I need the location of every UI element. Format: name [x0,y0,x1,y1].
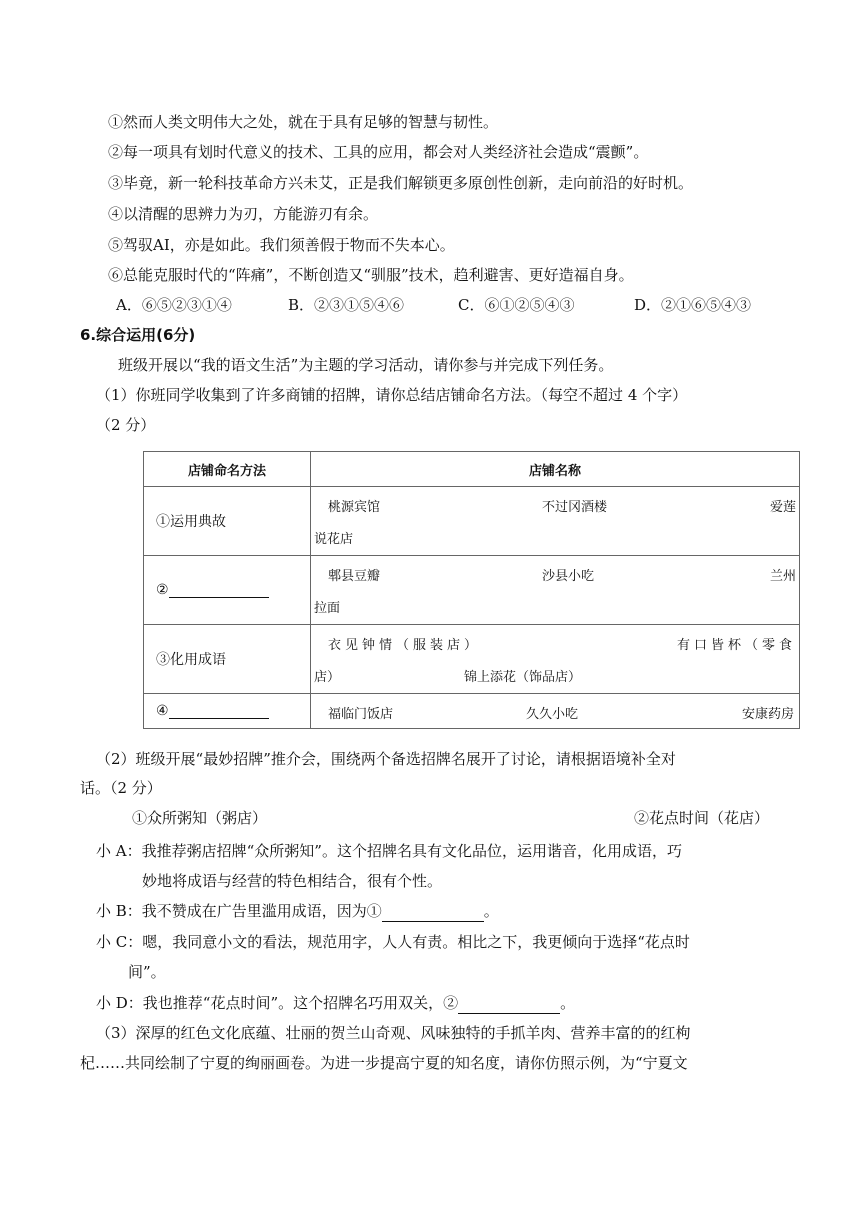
shop-name: 不过冈酒楼 [542,500,608,515]
dialog-b [96,900,499,922]
option-b[interactable]: B．②③①⑤④⑥ [288,296,405,314]
option-a[interactable]: A．⑥⑤②③①④ [116,296,232,314]
method-cell [144,556,311,625]
shop-name: 店） [314,670,341,685]
answer-blank[interactable] [169,718,269,719]
answer-blank-1[interactable] [382,903,484,922]
table-row [144,487,800,556]
shop-name: 久久小吃 [526,707,579,722]
candidate-1: ①众所粥知（粥店） [132,809,268,827]
sentence-1: ①然而人类文明伟大之处，就在于具有足够的智慧与韧性。 [108,113,499,131]
answer-blank-2[interactable] [458,995,560,1014]
shop-name: 说花店 [314,532,354,547]
table-row [144,625,800,694]
shop-name-table [143,451,800,729]
candidate-2: ②花点时间（花店） [634,809,770,827]
method-cell: ①运用典故 [144,487,311,556]
method-cell: ③化用成语 [144,625,311,694]
shop-name: 郫县豆瓣 [328,569,381,584]
answer-blank[interactable] [169,597,269,598]
option-d[interactable]: D．②①⑥⑤④③ [634,296,752,314]
dialog-c: 小 C：嗯，我同意小文的看法，规范用字，人人有责。相比之下，我更倾向于选择“花点时 [96,933,690,951]
option-c[interactable]: C．⑥①②⑤④③ [458,296,575,314]
shop-name: 沙县小吃 [542,569,595,584]
names-cell [311,625,800,694]
part1-prompt: （1）你班同学收集到了许多商铺的招牌，请你总结店铺命名方法。（每空不超过 4 个字） [96,386,688,404]
dialog-a-cont: 妙地将成语与经营的特色相结合，很有个性。 [142,872,443,890]
question-title: 6.综合运用(6分) [80,326,196,344]
names-cell [311,694,800,729]
sentence-6: ⑥总能克服时代的“阵痛”，不断创造又“驯服”技术，趋利避害、更好造福自身。 [108,266,634,284]
shop-name: 有口皆杯（零食 [676,638,796,653]
dialog-d [96,992,575,1014]
names-cell [311,487,800,556]
part3-prompt: （3）深厚的红色文化底蕴、壮丽的贺兰山奇观、风味独特的手抓羊肉、营养丰富的的红枸 [96,1024,691,1042]
sentence-3: ③毕竟，新一轮科技革命方兴未艾，正是我们解锁更多原创性创新，走向前沿的好时机。 [108,174,694,192]
header-names: 店铺名称 [311,452,800,487]
dialog-d-end: 。 [560,994,576,1012]
shop-name: 锦上添花（饰品店） [464,670,582,685]
shop-name: 拉面 [314,601,341,616]
dialog-c-cont: 间”。 [128,963,166,981]
sentence-5: ⑤驾驭AI，亦是如此。我们须善假于物而不失本心。 [108,236,455,254]
shop-name: 安康药房 [741,707,794,722]
names-cell [311,556,800,625]
shop-name: 爱莲 [769,500,796,515]
part1-points: （2 分） [96,416,156,434]
method-cell [144,694,311,729]
shop-name: 桃源宾馆 [328,500,381,515]
table-row [144,556,800,625]
part2-points: 话。（2 分） [80,779,162,797]
shop-name: 衣见钟情（服装店） [328,638,482,653]
sentence-2: ②每一项具有划时代意义的技术、工具的应用，都会对人类经济社会造成“震颤”。 [108,143,649,161]
method-label: ④ [156,703,169,719]
question-intro: 班级开展以“我的语文生活”为主题的学习活动，请你参与并完成下列任务。 [118,356,614,374]
dialog-b-end: 。 [483,902,499,920]
dialog-a: 小 A：我推荐粥店招牌“众所粥知”。这个招牌名具有文化品位，运用谐音，化用成语，巧 [96,842,682,860]
table-header-row [144,452,800,487]
header-method: 店铺命名方法 [144,452,311,487]
shop-name: 兰州 [769,569,796,584]
dialog-b-text: 小 B：我不赞成在广告里滥用成语，因为① [96,902,382,920]
method-label: ② [156,582,169,598]
sentence-4: ④以清醒的思辨力为刃，方能游刃有余。 [108,205,379,223]
part3-prompt-cont: 杞……共同绘制了宁夏的绚丽画卷。为进一步提高宁夏的知名度，请你仿照示例，为“宁夏文 [80,1054,688,1072]
shop-name: 福临门饭店 [328,707,394,722]
table-row [144,694,800,729]
part2-prompt: （2）班级开展“最妙招牌”推介会，围绕两个备选招牌名展开了讨论，请根据语境补全对 [96,750,676,768]
dialog-d-text: 小 D：我也推荐“花点时间”。这个招牌名巧用双关，② [96,994,459,1012]
